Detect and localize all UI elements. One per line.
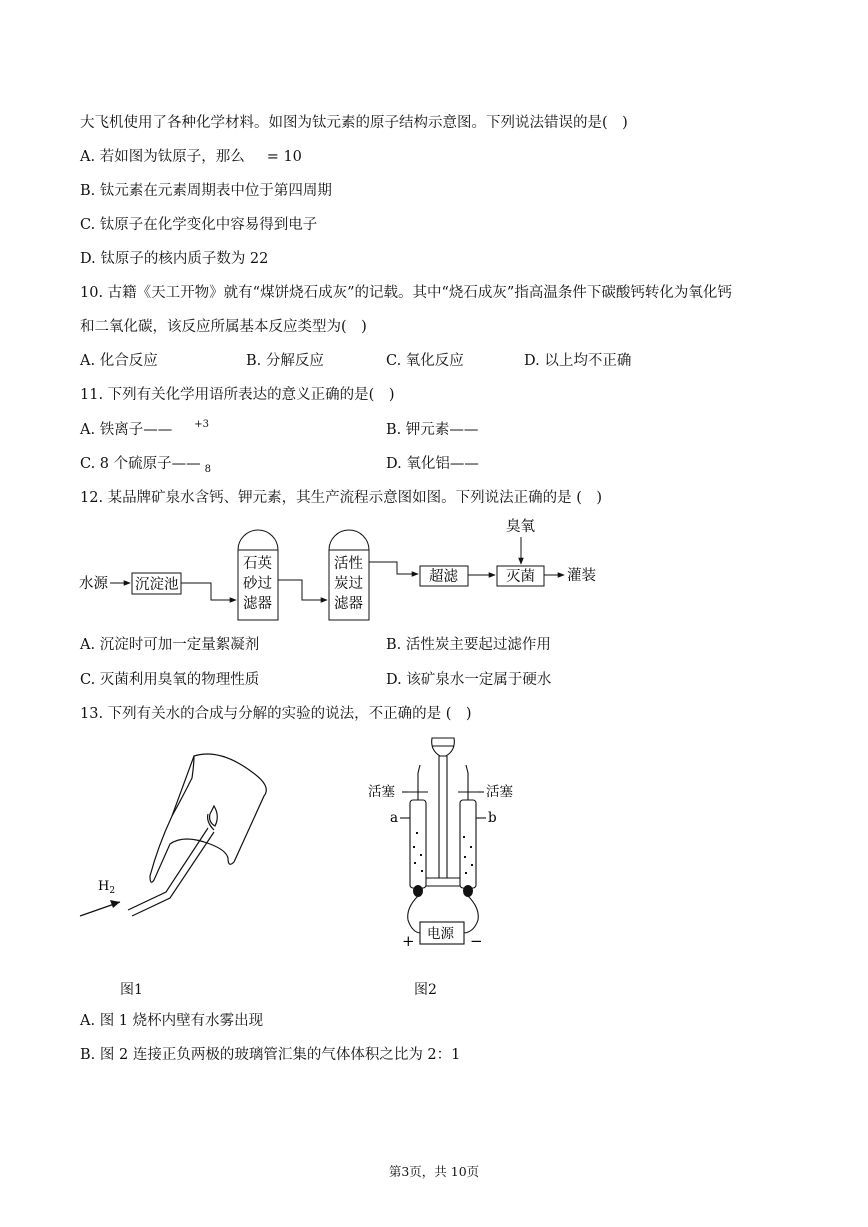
q9-option-b [80, 184, 332, 199]
q12-filter1-line1: 石英 [243, 556, 272, 572]
q13-figure1 [70, 750, 280, 925]
q12-ozone-label: 臭氧 [506, 519, 535, 535]
q12-filter2-line3: 滤器 [334, 596, 363, 612]
q13-tube-a [410, 800, 426, 888]
q13-tube-a-label: a [390, 810, 399, 826]
q11-option-c-subscript: 8 [204, 464, 212, 475]
q13-power-label: 电源 [427, 926, 454, 942]
q13-valve-left-label: 活塞 [368, 784, 395, 800]
q10-stem-line2: 和二氧化碳，该反应所属基本反应类型为( ) [80, 319, 367, 335]
q9-option-a-text: 若如图为钛原子，那么 [99, 149, 245, 165]
q12-filter1-line3: 滤器 [243, 596, 272, 612]
q13-option-b: B. 图 2 连接正负两极的玻璃管汇集的气体体积之比为 2：1 [80, 1047, 461, 1063]
q13-stem: 13. 下列有关水的合成与分解的实验的说法，不正确的是 ( ) [80, 706, 472, 722]
q12-tank-label: 沉淀池 [135, 577, 179, 593]
q13-figure2 [360, 728, 540, 950]
q9-option-b-text: 钛元素在元素周期表中位于第四周期 [99, 183, 332, 199]
q12-option-b: B. 活性炭主要起过滤作用 [386, 637, 551, 653]
page-footer: 第3页，共 10页 [388, 1164, 480, 1179]
q9-option-c [80, 218, 317, 233]
q11-option-c [80, 456, 212, 475]
q12-sterilize-label: 灭菌 [506, 569, 535, 585]
q10-option-d: D. 以上均不正确 [524, 353, 632, 369]
q11-option-a [80, 419, 209, 438]
q13-tube-b-label: b [488, 810, 497, 826]
q11-option-a-superscript: +3 [194, 419, 209, 430]
q9-option-a [80, 150, 302, 165]
q13-electrode-left [413, 885, 423, 897]
q12-ultrafilter-label: 超滤 [429, 569, 458, 585]
q12-filter2-line2: 炭过 [334, 576, 363, 592]
q12-option-a: A. 沉淀时可加一定量絮凝剂 [80, 637, 260, 653]
q13-flame [210, 806, 218, 826]
q13-figure2-caption: 图2 [414, 982, 437, 998]
q9-option-c-text: 钛原子在化学变化中容易得到电子 [99, 217, 318, 233]
q10-option-b: B. 分解反应 [246, 353, 324, 369]
q13-electrode-right [463, 885, 473, 897]
q11-option-a-text: A. 铁离子—— [80, 422, 173, 438]
q12-filter1-line2: 砂过 [243, 576, 272, 592]
q12-bottling-label: 灌装 [567, 568, 596, 584]
q10-stem-line1: 10. 古籍《天工开物》就有“煤饼烧石成灰”的记载。其中“烧石成灰”指高温条件下碳酸钙转化为氧化钙 [80, 285, 732, 301]
q11-option-c-text: C. 8 个硫原子—— [80, 456, 201, 472]
q10-option-a: A. 化合反应 [80, 353, 158, 369]
q9-stem: 大飞机使用了各种化学材料。如图为钛元素的原子结构示意图。下列说法错误的是( ) [80, 115, 628, 131]
q11-option-b: B. 钾元素—— [386, 422, 479, 438]
q9-option-b-letter: B. [80, 183, 96, 199]
q13-h2-label: $H_2$ [98, 879, 116, 896]
q13-option-a: A. 图 1 烧杯内壁有水雾出现 [80, 1013, 264, 1029]
q13-figure1-caption: 图1 [120, 982, 143, 998]
q9-option-d-letter: D. [80, 251, 96, 267]
q13-funnel [432, 738, 455, 756]
q11-stem: 11. 下列有关化学用语所表达的意义正确的是( ) [80, 387, 395, 403]
q12-stem: 12. 某品牌矿泉水含钙、钾元素，其生产流程示意图如图。下列说法正确的是 ( ) [80, 490, 603, 506]
q13-plus-sign: + [402, 932, 415, 950]
q9-option-d-text: 钛原子的核内质子数为 22 [100, 251, 269, 267]
q9-option-a-value: = 10 [266, 149, 302, 165]
q9-option-c-letter: C. [80, 217, 96, 233]
q12-flow-diagram [0, 512, 868, 622]
q12-option-d: D. 该矿泉水一定属于硬水 [386, 672, 552, 688]
q12-filter2-line1: 活性 [334, 556, 363, 572]
q13-tube-b [460, 800, 476, 888]
q13-minus-sign: − [470, 932, 483, 950]
q9-option-a-letter: A. [80, 149, 96, 165]
q12-source-label: 水源 [79, 576, 108, 592]
q13-valve-right-label: 活塞 [486, 784, 513, 800]
q10-option-c: C. 氧化反应 [386, 353, 464, 369]
q12-option-c: C. 灭菌利用臭氧的物理性质 [80, 672, 260, 688]
q11-option-d: D. 氧化铝—— [386, 456, 479, 472]
q9-option-d [80, 252, 268, 267]
